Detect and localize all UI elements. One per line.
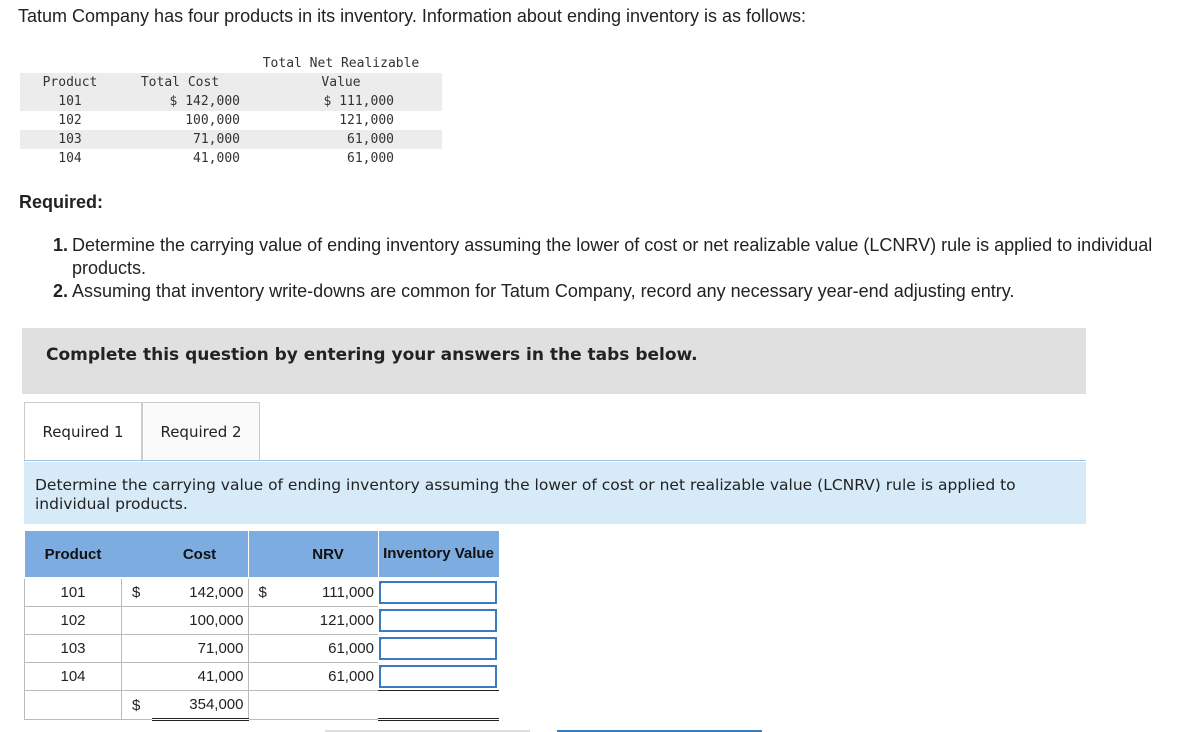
product-id: 101 — [58, 94, 82, 109]
inventory-value-input[interactable] — [379, 609, 497, 632]
product-id: 104 — [58, 151, 82, 166]
table-row — [20, 92, 442, 111]
nrv-cell: 111,000 — [279, 578, 379, 607]
inventory-value-input[interactable] — [379, 581, 497, 604]
product-cell: 101 — [25, 578, 122, 607]
currency-symbol: $ — [122, 578, 152, 607]
cost-column-header: Cost — [152, 531, 249, 578]
nrv-value: 121,000 — [339, 113, 394, 128]
cost-cell: 41,000 — [152, 663, 249, 691]
nrv-header-line2: Value — [321, 75, 361, 90]
product-header: Product — [42, 75, 98, 90]
cost-value: 71,000 — [193, 132, 240, 147]
total-inventory-value-cell — [378, 691, 499, 720]
table-row — [25, 663, 499, 691]
product-column-header: Product — [25, 531, 122, 578]
required-item — [46, 280, 1176, 303]
item-text: Determine the carrying value of ending inventory assuming the lower of cost or net realizable value (LCNRV) rule is applied to individual products. — [72, 235, 1153, 278]
nrv-header-line1: Total Net Realizable — [262, 56, 420, 71]
table-row — [20, 149, 442, 168]
answer-table — [24, 531, 499, 721]
product-cell: 103 — [25, 635, 122, 663]
intro-text: Tatum Company has four products in its inventory. Information about ending inventory is as follows: — [18, 6, 807, 26]
cost-cell: 142,000 — [152, 578, 249, 607]
item-text: Assuming that inventory write-downs are common for Tatum Company, record any necessary year-end adjusting entry. — [72, 281, 1015, 301]
cost-value: $ 142,000 — [169, 94, 240, 109]
required-list — [46, 234, 1176, 303]
required-item — [46, 234, 1176, 280]
table-row — [25, 578, 499, 607]
cost-value: 100,000 — [185, 113, 240, 128]
inventory-value-input[interactable] — [379, 637, 497, 660]
table-row — [25, 607, 499, 635]
product-id: 102 — [58, 113, 82, 128]
instructions-banner — [22, 328, 1086, 394]
banner-text: Complete this question by entering your answers in the tabs below. — [46, 345, 698, 365]
cost-header: Total Cost — [140, 75, 220, 90]
table-row — [20, 130, 442, 149]
tab-instruction — [24, 462, 1086, 524]
table-row — [25, 635, 499, 663]
nrv-value: $ 111,000 — [323, 94, 394, 109]
cost-cell: 100,000 — [152, 607, 249, 635]
currency-symbol: $ — [122, 691, 152, 720]
product-cell: 102 — [25, 607, 122, 635]
tab-required-1[interactable]: Required 1 — [24, 402, 142, 462]
nrv-cell: 121,000 — [279, 607, 379, 635]
inventory-table — [20, 54, 442, 168]
total-cost-cell: 354,000 — [152, 691, 249, 720]
item-number: 2. — [52, 281, 68, 301]
product-cell: 104 — [25, 663, 122, 691]
product-id: 103 — [58, 132, 82, 147]
cost-value: 41,000 — [193, 151, 240, 166]
inventory-value-input[interactable] — [379, 665, 497, 688]
cost-cell: 71,000 — [152, 635, 249, 663]
tab-required-2[interactable]: Required 2 — [142, 402, 260, 461]
currency-symbol: $ — [248, 578, 279, 607]
tab-divider — [24, 460, 1086, 461]
inventory-value-column-header: Inventory Value — [378, 531, 499, 578]
nrv-value: 61,000 — [347, 132, 394, 147]
table-row — [20, 111, 442, 130]
total-row — [25, 691, 499, 720]
nrv-cell: 61,000 — [279, 663, 379, 691]
required-title: Required: — [19, 192, 104, 212]
nrv-column-header: NRV — [279, 531, 379, 578]
nrv-value: 61,000 — [347, 151, 394, 166]
instruction-text: Determine the carrying value of ending inventory assuming the lower of cost or net realizable value (LCNRV) rule is applied to individual products. — [35, 476, 1016, 513]
item-number: 1. — [52, 235, 68, 255]
nrv-cell: 61,000 — [279, 635, 379, 663]
